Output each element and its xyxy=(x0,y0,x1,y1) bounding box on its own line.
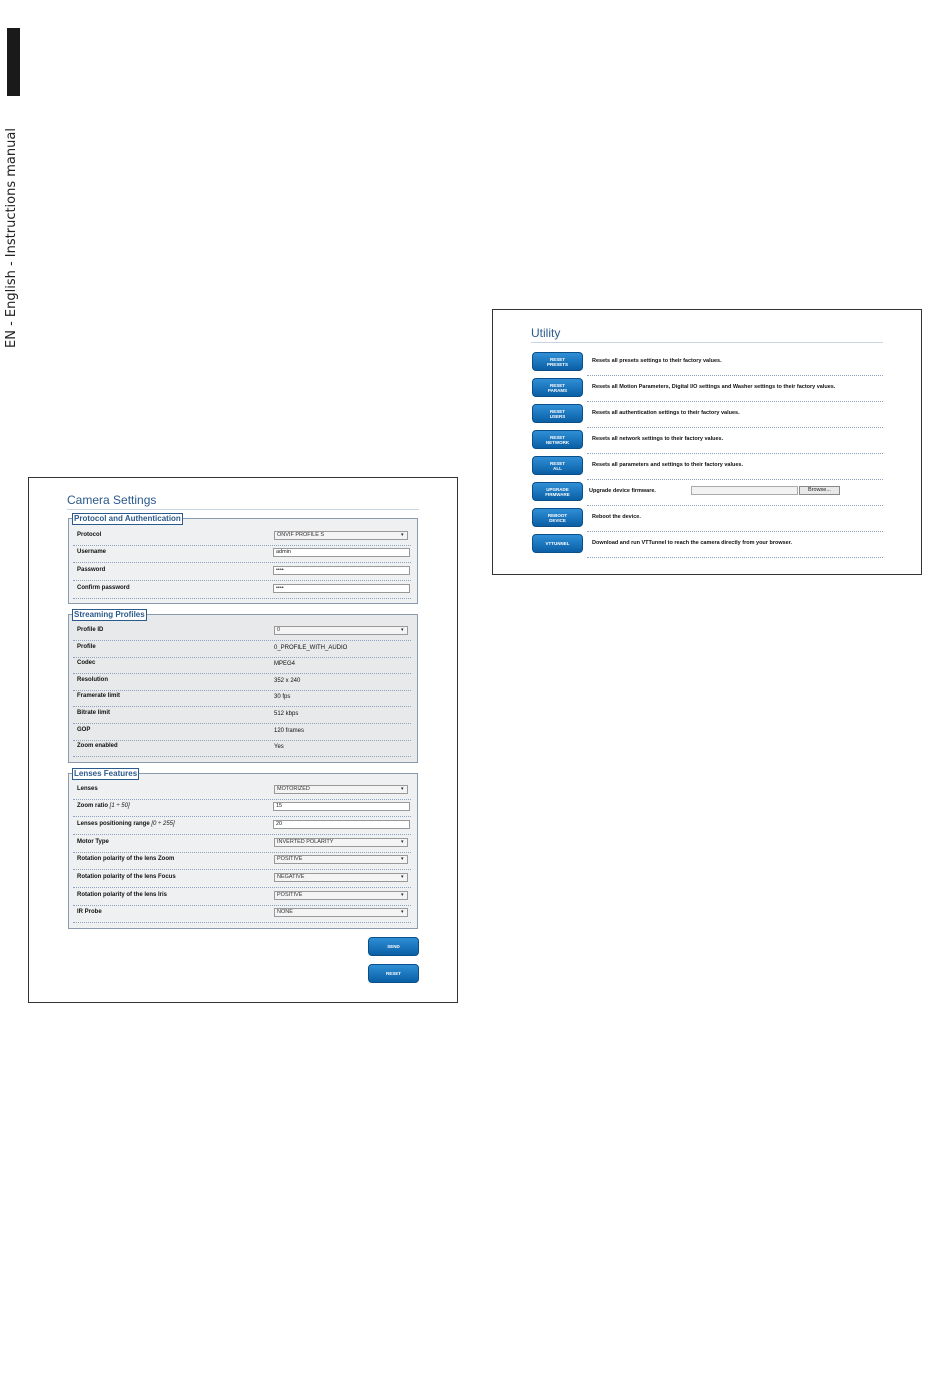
chevron-down-icon: ▾ xyxy=(401,892,404,898)
focus-polarity-label: Rotation polarity of the lens Focus xyxy=(77,874,176,880)
protocol-select[interactable] xyxy=(274,531,408,540)
zoom-polarity-row xyxy=(73,852,411,870)
protocol-label: Protocol xyxy=(77,532,102,538)
codec-label: Codec xyxy=(77,660,96,666)
vttunnel-desc: Download and run VTTunnel to reach the camera directly from your browser. xyxy=(592,540,793,546)
protocol-row xyxy=(73,528,411,546)
positioning-range-hint: [0 ÷ 255] xyxy=(151,821,175,827)
motor-type-row xyxy=(73,835,411,853)
profile-id-select[interactable] xyxy=(274,626,408,635)
focus-polarity-row xyxy=(73,870,411,888)
motor-type-value: INVERTED POLARITY xyxy=(277,839,334,845)
chevron-down-icon: ▾ xyxy=(401,839,404,845)
upgrade-firmware-button[interactable]: UPGRADE FIRMWARE xyxy=(532,482,583,501)
profile-id-value: 0 xyxy=(277,627,281,633)
framerate-value: 30 fps xyxy=(274,694,291,700)
resolution-value: 352 x 240 xyxy=(274,678,301,684)
reset-network-row xyxy=(531,428,883,454)
profile-id-label: Profile ID xyxy=(77,627,104,633)
reboot-device-desc: Reboot the device. xyxy=(592,514,641,520)
vttunnel-row xyxy=(531,532,883,558)
reset-network-desc: Resets all network settings to their factory values. xyxy=(592,436,724,442)
vttunnel-button[interactable]: VTTUNNEL xyxy=(532,534,583,553)
lenses-label: Lenses xyxy=(77,786,98,792)
profile-value: 0_PROFILE_WITH_AUDIO xyxy=(274,645,348,651)
zoom-ratio-label xyxy=(77,803,130,809)
codec-value: MPEG4 xyxy=(274,661,296,667)
password-input[interactable]: •••• xyxy=(273,566,410,575)
zoom-ratio-row xyxy=(73,799,411,817)
reset-presets-button[interactable]: RESET PRESETS xyxy=(532,352,583,371)
iris-polarity-select[interactable] xyxy=(274,891,408,900)
positioning-range-label xyxy=(77,821,175,827)
gop-value: 120 frames xyxy=(274,728,305,734)
camera-settings-title: Camera Settings xyxy=(67,493,157,507)
reset-presets-desc: Resets all presets settings to their factory values. xyxy=(592,358,722,364)
codec-row xyxy=(73,656,411,674)
protocol-auth-section xyxy=(68,514,418,604)
upgrade-firmware-desc: Upgrade device firmware. xyxy=(589,488,656,494)
title-divider xyxy=(67,509,419,510)
password-row xyxy=(73,563,411,581)
zoom-enabled-label: Zoom enabled xyxy=(77,743,118,749)
zoom-ratio-hint: [1 ÷ 50] xyxy=(109,803,130,809)
bitrate-label: Bitrate limit xyxy=(77,710,111,716)
streaming-profiles-legend: Streaming Profiles xyxy=(74,610,145,619)
reset-network-button[interactable]: RESET NETWORK xyxy=(532,430,583,449)
reboot-device-row xyxy=(531,506,883,532)
password-label: Password xyxy=(77,567,106,573)
bitrate-value: 512 kbps xyxy=(274,711,299,717)
focus-polarity-select[interactable] xyxy=(274,873,408,882)
firmware-file-input[interactable] xyxy=(691,486,798,495)
reset-all-row xyxy=(531,454,883,480)
title-divider xyxy=(531,342,883,343)
reset-users-row xyxy=(531,402,883,428)
side-tab-text: EN - English - Instructions manual xyxy=(4,128,19,348)
resolution-label: Resolution xyxy=(77,677,108,683)
chevron-down-icon: ▾ xyxy=(401,856,404,862)
reset-params-button[interactable]: RESET PARAMS xyxy=(532,378,583,397)
reset-users-button[interactable]: RESET USERS xyxy=(532,404,583,423)
positioning-range-label-text: Lenses positioning range xyxy=(77,821,150,827)
utility-panel xyxy=(492,309,922,575)
reboot-device-button[interactable]: REBOOT DEVICE xyxy=(532,508,583,527)
reset-button[interactable]: RESET xyxy=(368,964,419,983)
motor-type-label: Motor Type xyxy=(77,839,109,845)
framerate-row xyxy=(73,689,411,707)
ir-probe-label: IR Probe xyxy=(77,909,102,915)
lenses-features-section xyxy=(68,769,418,929)
iris-polarity-label: Rotation polarity of the lens Iris xyxy=(77,892,168,898)
confirm-password-label: Confirm password xyxy=(77,585,130,591)
lenses-value: MOTORIZED xyxy=(277,786,310,792)
profile-id-row xyxy=(73,623,411,641)
zoom-enabled-row xyxy=(73,739,411,757)
utility-title: Utility xyxy=(531,326,561,340)
chevron-down-icon: ▾ xyxy=(401,627,404,633)
confirm-password-input[interactable]: •••• xyxy=(273,584,410,593)
ir-probe-select[interactable] xyxy=(274,908,408,917)
reset-all-button[interactable]: RESET ALL xyxy=(532,456,583,475)
protocol-value: ONVIF PROFILE S xyxy=(277,532,325,538)
lenses-select[interactable] xyxy=(274,785,408,794)
focus-polarity-value: NEGATIVE xyxy=(277,874,305,880)
streaming-profiles-section xyxy=(68,610,418,763)
zoom-ratio-label-text: Zoom ratio xyxy=(77,803,108,809)
bitrate-row xyxy=(73,706,411,724)
upgrade-firmware-row xyxy=(531,480,883,506)
lenses-row xyxy=(73,782,411,800)
iris-polarity-value: POSITIVE xyxy=(277,892,303,898)
chevron-down-icon: ▾ xyxy=(401,874,404,880)
username-input[interactable]: admin xyxy=(273,548,410,557)
chevron-down-icon: ▾ xyxy=(401,909,404,915)
username-row xyxy=(73,545,411,563)
browse-button[interactable]: Browse... xyxy=(799,486,840,495)
reset-params-row xyxy=(531,376,883,402)
ir-probe-value: NONE xyxy=(277,909,293,915)
confirm-password-row xyxy=(73,581,411,599)
zoom-enabled-value: Yes xyxy=(274,744,284,750)
send-button[interactable]: SEND xyxy=(368,937,419,956)
framerate-label: Framerate limit xyxy=(77,693,121,699)
reset-params-desc: Resets all Motion Parameters, Digital I/O settings and Washer settings to their factory values. xyxy=(592,384,836,390)
chevron-down-icon: ▾ xyxy=(401,532,404,538)
side-tab-bar xyxy=(7,28,20,96)
profile-label: Profile xyxy=(77,644,96,650)
zoom-ratio-input[interactable]: 15 xyxy=(273,802,410,811)
chevron-down-icon: ▾ xyxy=(401,786,404,792)
zoom-polarity-select[interactable] xyxy=(274,855,408,864)
reset-users-desc: Resets all authentication settings to their factory values. xyxy=(592,410,740,416)
positioning-range-row xyxy=(73,817,411,835)
row-divider xyxy=(587,557,883,558)
zoom-polarity-value: POSITIVE xyxy=(277,856,303,862)
camera-settings-panel xyxy=(28,477,458,1003)
protocol-auth-legend: Protocol and Authentication xyxy=(74,514,181,523)
reset-presets-row xyxy=(531,350,883,376)
lenses-features-legend: Lenses Features xyxy=(74,769,138,778)
zoom-polarity-label: Rotation polarity of the lens Zoom xyxy=(77,856,175,862)
reset-all-desc: Resets all parameters and settings to their factory values. xyxy=(592,462,744,468)
username-label: Username xyxy=(77,549,107,555)
positioning-range-input[interactable]: 20 xyxy=(273,820,410,829)
motor-type-select[interactable] xyxy=(274,838,408,847)
ir-probe-row xyxy=(73,905,411,923)
gop-label: GOP xyxy=(77,727,91,733)
iris-polarity-row xyxy=(73,888,411,906)
